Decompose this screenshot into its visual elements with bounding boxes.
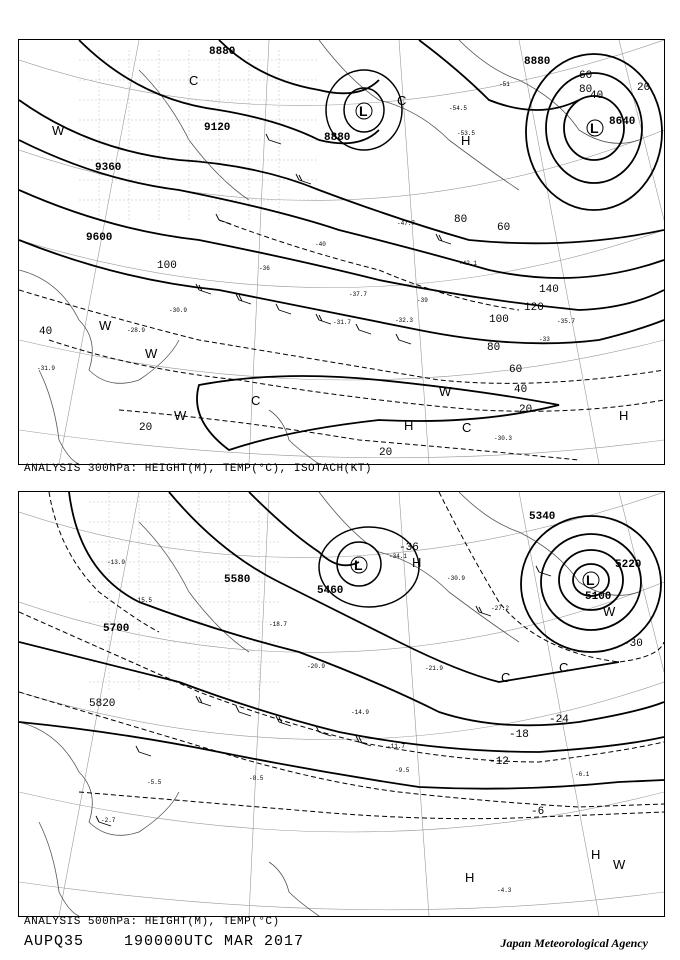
high-marker: H [619, 408, 629, 423]
temp-label: -42.1 [459, 260, 478, 267]
temp-label: -13.9 [107, 559, 126, 566]
graticule [19, 492, 664, 916]
chart-footer [24, 933, 304, 950]
graticule [19, 40, 664, 464]
height-contours [19, 40, 664, 343]
temp-label: -6.1 [575, 771, 590, 778]
low-marker: L [359, 103, 368, 119]
isotherm-label: -12 [489, 756, 509, 768]
isotach-label: 60 [497, 222, 511, 234]
agency-credit: Japan Meteorological Agency [500, 936, 648, 950]
isotherms [19, 492, 664, 819]
temp-label: -31.9 [37, 365, 56, 372]
temp-label: -20.9 [307, 663, 326, 670]
cold-marker: C [501, 670, 511, 685]
temp-label: -54.5 [449, 105, 468, 112]
height-label: 5220 [615, 559, 642, 571]
isotach-label: 100 [489, 314, 509, 326]
temp-label: -47.7 [397, 220, 416, 227]
isotach-label: 20 [637, 82, 651, 94]
isotach-label: 100 [157, 260, 177, 272]
isotach-label: 120 [524, 302, 544, 314]
cold-marker: C [462, 420, 472, 435]
temp-label: -4.3 [497, 887, 512, 894]
temp-label: -30.9 [447, 575, 466, 582]
map-panel-300hpa [18, 39, 665, 465]
isotherm-label: -24 [549, 714, 569, 726]
isotach-label: 80 [454, 214, 468, 226]
temp-label: -33 [539, 336, 550, 343]
height-label: 8640 [609, 116, 636, 128]
temp-label: -8.5 [249, 775, 264, 782]
temp-label: -37.7 [349, 291, 368, 298]
height-label: 8880 [209, 46, 236, 58]
temp-label: -18.7 [269, 621, 288, 628]
low-marker: L [590, 120, 599, 136]
high-marker: H [465, 870, 475, 885]
map-300hpa-canvas [19, 40, 664, 464]
warm-marker: W [99, 318, 112, 333]
warm-marker: W [603, 604, 616, 619]
map-500hpa-canvas [19, 492, 664, 916]
pressure-systems [52, 73, 628, 435]
height-label: 9120 [204, 122, 231, 134]
cold-marker: C [189, 73, 199, 88]
cold-marker: C [251, 393, 261, 408]
high-marker: H [412, 555, 422, 570]
height-contours [19, 492, 664, 789]
height-label: 5340 [529, 511, 556, 523]
temperature-labels [101, 553, 590, 894]
temp-label: -34.1 [389, 553, 408, 560]
isotach-label: 40 [39, 326, 53, 338]
temp-label: -35.7 [557, 318, 576, 325]
temp-label: -11.7 [387, 743, 406, 750]
isotach-label: 60 [509, 364, 523, 376]
isotach-label: 20 [379, 447, 393, 459]
isotherm-label: -6 [531, 806, 545, 818]
caption-500hpa: ANALYSIS 500hPa: HEIGHT(M), TEMP(°C) [24, 916, 280, 928]
temp-label: -2.7 [101, 817, 116, 824]
isotach-label: 40 [514, 384, 528, 396]
low-marker: L [586, 572, 595, 588]
warm-marker: W [174, 408, 187, 423]
pressure-systems [351, 555, 626, 885]
low-marker: L [354, 557, 363, 573]
warm-marker: W [52, 123, 65, 138]
height-label: 8880 [524, 56, 551, 68]
temp-label: -30.9 [169, 307, 188, 314]
temp-label: -39 [417, 297, 428, 304]
height-label: 5580 [224, 574, 251, 586]
temp-label: -53.5 [457, 130, 476, 137]
isotach-label: 60 [579, 70, 593, 82]
temperature-labels [37, 81, 575, 442]
map-panel-500hpa [18, 491, 665, 917]
cold-marker: C [397, 93, 407, 108]
caption-300hpa: ANALYSIS 300hPa: HEIGHT(M), TEMP(°C), ISOTACH(KT) [24, 463, 372, 475]
high-marker: H [591, 847, 601, 862]
coastlines [19, 40, 639, 464]
isotherm-label: -18 [509, 729, 529, 741]
temp-label: -51 [499, 81, 510, 88]
warm-marker: W [613, 857, 626, 872]
hatched-region [89, 492, 279, 692]
temp-label: -36 [259, 265, 270, 272]
isotach-label: 20 [519, 404, 533, 416]
isotach-label: 40 [590, 90, 604, 102]
isotherm-label: -30 [623, 638, 643, 650]
high-marker: H [404, 418, 414, 433]
height-label: 5460 [317, 585, 344, 597]
temp-label: -14.9 [351, 709, 370, 716]
isotach-label: 140 [539, 284, 559, 296]
height-label: 5700 [103, 623, 130, 635]
temp-label: -31.7 [333, 319, 352, 326]
temp-label: -27.2 [491, 605, 510, 612]
temp-label: -21.9 [425, 665, 444, 672]
height-label: 9360 [95, 162, 122, 174]
temp-label: -28.9 [127, 327, 146, 334]
cold-marker: C [559, 660, 569, 675]
temp-label: -9.5 [395, 767, 410, 774]
isotach-labels [39, 70, 650, 459]
chart-id: AUPQ35 [24, 933, 85, 950]
chart-datetime: 190000UTC MAR 2017 [124, 933, 305, 950]
height-label: 5820 [89, 698, 116, 710]
temp-label: -5.5 [147, 779, 162, 786]
isotherm-label: -36 [399, 542, 419, 554]
temp-label: -15.5 [134, 597, 153, 604]
high-marker: H [461, 133, 471, 148]
temp-label: -32.3 [395, 317, 414, 324]
height-label: 5100 [585, 591, 612, 603]
temp-label: -30.3 [494, 435, 513, 442]
height-labels [86, 46, 635, 244]
isotach-label: 20 [139, 422, 153, 434]
temp-label: -40 [315, 241, 326, 248]
isotach-label: 80 [487, 342, 501, 354]
height-label: 8880 [324, 132, 351, 144]
isotach-label: 80 [579, 84, 593, 96]
height-label: 9600 [86, 232, 113, 244]
warm-marker: W [439, 384, 452, 399]
warm-marker: W [145, 346, 158, 361]
